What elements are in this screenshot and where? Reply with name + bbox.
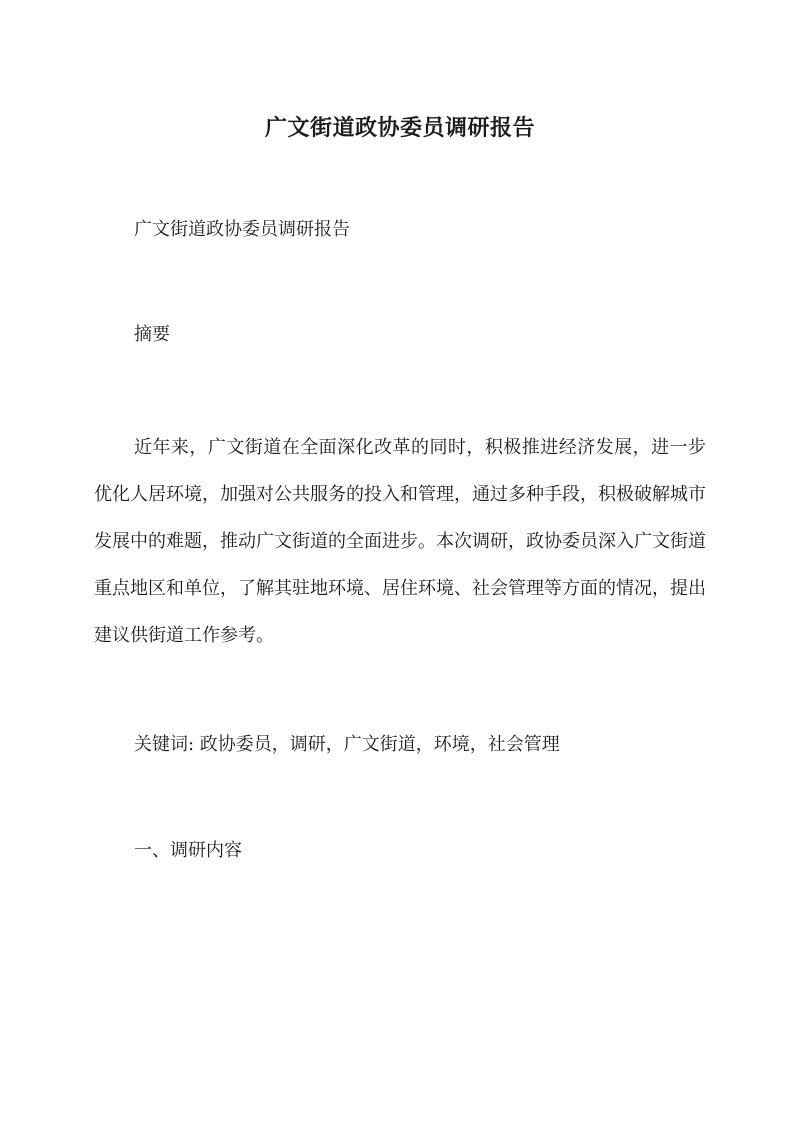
abstract-body: 近年来，广文街道在全面深化改革的同时，积极推进经济发展，进一步优化人居环境，加强对公共服务的投入和管理，通过多种手段，积极破解城市发展中的难题，推动广文街道的全面进步。本次调研，政协委员深入广文街道重点地区和单位，了解其驻地环境、居住环境、社会管理等方面的情况，提出建议供街道工作参考。 [94, 437, 706, 646]
abstract-heading: 摘要 [134, 324, 170, 345]
keywords-line: 关键词: 政协委员，调研，广文街道，环境，社会管理 [134, 734, 560, 755]
section-heading: 一、调研内容 [134, 840, 242, 861]
document-subtitle: 广文街道政协委员调研报告 [134, 219, 350, 240]
document-title: 广文街道政协委员调研报告 [264, 114, 535, 141]
